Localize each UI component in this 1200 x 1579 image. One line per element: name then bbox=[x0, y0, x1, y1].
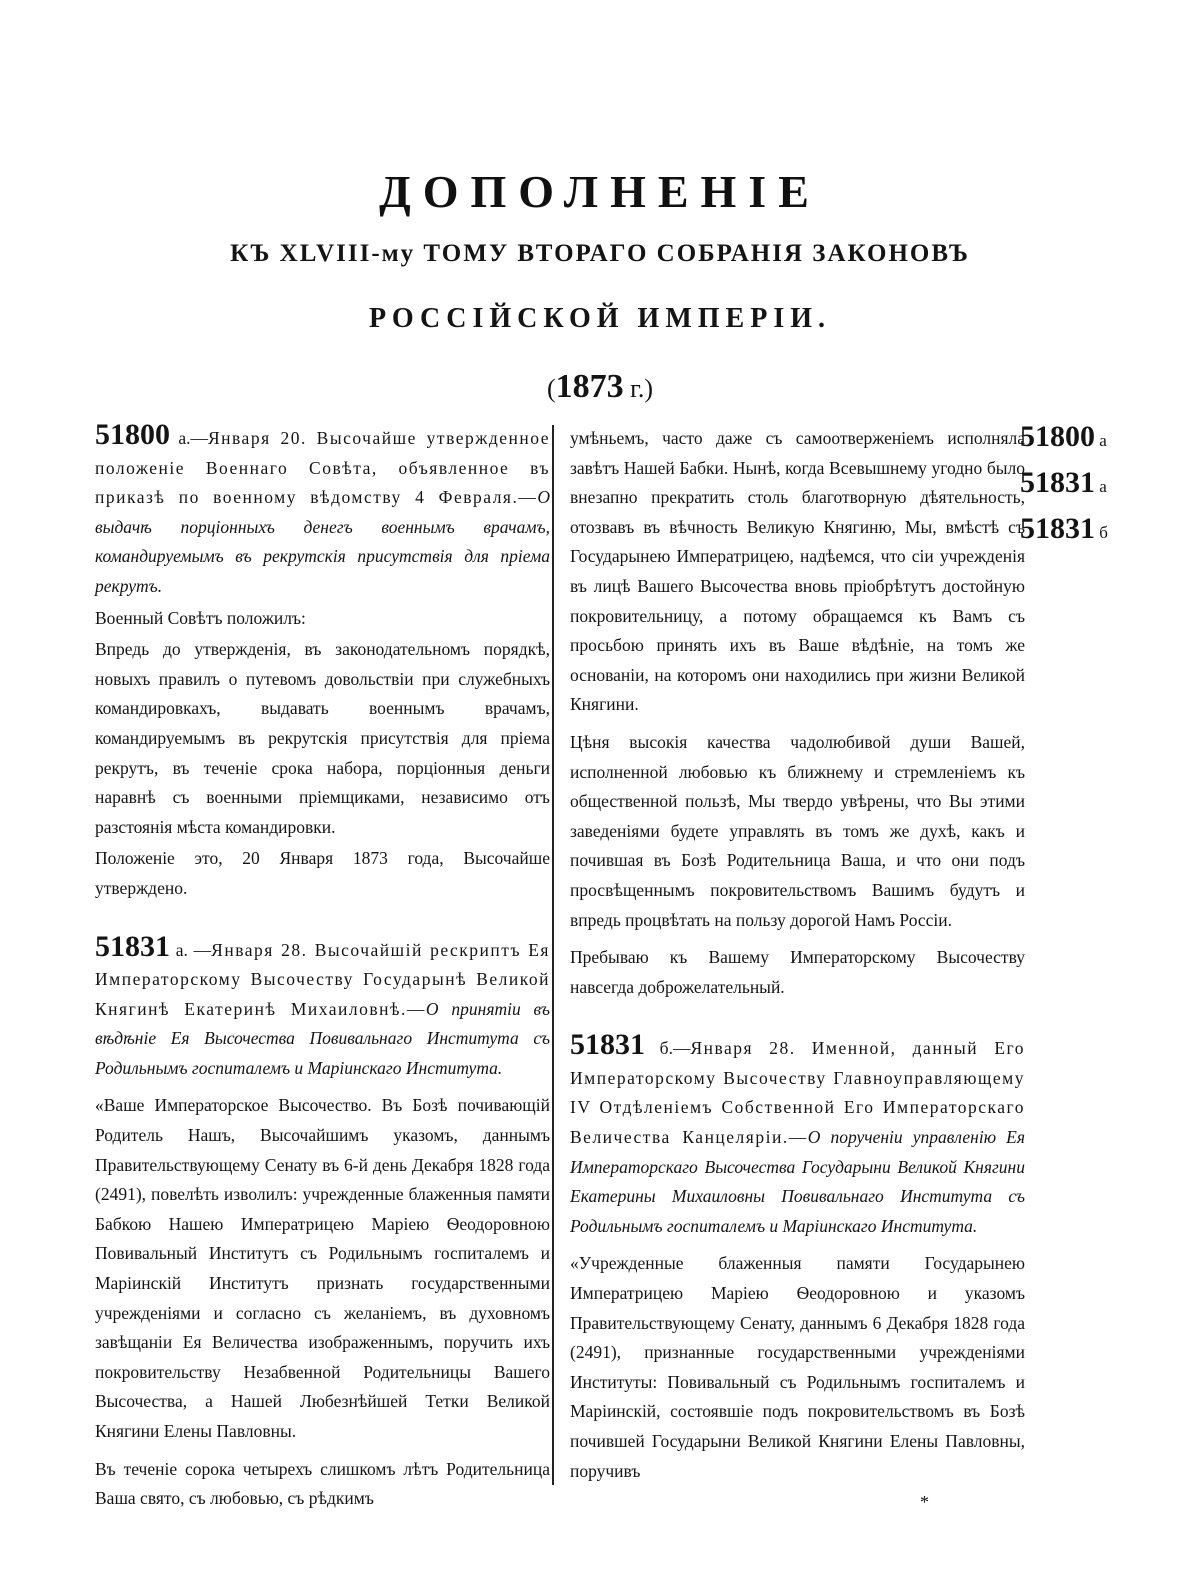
year-open: ( bbox=[546, 374, 556, 403]
paragraph: Положеніе это, 20 Января 1873 года, Высочайше утверждено. bbox=[95, 848, 550, 898]
signature-mark: * bbox=[920, 1492, 929, 1512]
margin-references bbox=[1020, 420, 1190, 558]
page-title: ДОПОЛНЕНІЕ bbox=[379, 166, 821, 217]
margin-ref-suffix: а bbox=[1095, 477, 1107, 496]
year-number: 1873 bbox=[555, 368, 624, 405]
year-close: г.) bbox=[623, 374, 654, 403]
column-divider bbox=[552, 425, 554, 1485]
margin-ref bbox=[1020, 466, 1190, 512]
margin-ref-number: 51831 bbox=[1020, 466, 1095, 499]
page-subtitle: КЪ XLVIII-му ТОМУ ВТОРАГО СОБРАНІЯ ЗАКОНОВЪ bbox=[230, 240, 970, 267]
article-subject: О принятіи въ вѣдѣніе Ея Высочества Повивальнаго Института съ Родильнымъ госпиталемъ и Маріинскаго Института. bbox=[95, 998, 551, 1078]
left-column bbox=[95, 420, 550, 1514]
margin-ref-number: 51831 bbox=[1020, 512, 1095, 545]
article-suffix: б.— bbox=[645, 1038, 691, 1059]
paragraph: Цѣня высокія качества чадолюбивой души Вашей, исполненной любовью къ ближнему и стремленіемъ къ общественной пользѣ, Мы твердо увѣрены, что Вы этими заведеніями будете управлять въ томъ же духѣ, какъ и почившая въ Бозѣ Родительница Ваша, и что они подъ просвѣщеннымъ покровительствомъ Вашимъ будутъ и впредь процвѣтать на пользу дорогой Намъ Россіи. bbox=[570, 731, 1025, 930]
article-51831b-heading bbox=[570, 1030, 1025, 1241]
article-suffix: а. — bbox=[170, 939, 212, 960]
article-number: 51831 bbox=[95, 929, 170, 963]
article-title: Января 28. Высочайшій рескриптъ Ея Императорскому Высочеству Государынѣ Великой Княгинѣ Екатеринѣ Михаиловнѣ.— bbox=[95, 939, 550, 1019]
margin-ref bbox=[1020, 512, 1190, 558]
right-column bbox=[570, 424, 1025, 1486]
article-number: 51800 bbox=[95, 418, 170, 451]
article-51800a-heading bbox=[95, 420, 550, 602]
margin-ref-suffix: б bbox=[1095, 523, 1108, 542]
paragraph: «Ваше Императорское Высочество. Въ Бозѣ почивающій Родитель Нашъ, Высочайшимъ указомъ, даннымъ Правительствующему Сенату въ 6-й день Декабря 1828 года (2491), повелѣть изволилъ: учрежденные блаженныя памяти Бабкою Нашею Императрицею Маріею Ѳеодоровною Повивальный Институтъ съ Родильнымъ госпиталемъ и Маріинскій Институтъ признать государственными учрежденіями и согласно съ желаніемъ, въ духовномъ завѣщаніи Ея Величества изображеннымъ, поручить ихъ покровительству Незабвенной Родительницы Вашего Высочества, а Нашей Любезнѣйшей Тетки Великой Княгини Елены Павловны. bbox=[95, 1095, 550, 1441]
paragraph: «Учрежденные блаженныя памяти Государынею Императрицею Маріею Ѳеодоровною и указомъ Правительствующему Сенату, даннымъ 6 Декабря 1828 года (2491), признанные государственными учрежденіями Институты: Повивальный съ Родильнымъ госпиталемъ и Маріинскій, состоявшіе подъ покровительствомъ въ Бозѣ почившей Государыни Великой Княгини Елены Павловны, поручивъ bbox=[570, 1253, 1025, 1481]
margin-ref-number: 51800 bbox=[1020, 420, 1095, 453]
paragraph: Военный Совѣтъ положилъ: bbox=[95, 607, 306, 628]
margin-ref-suffix: а bbox=[1095, 431, 1107, 450]
paragraph: Пребываю къ Вашему Императорскому Высочеству навсегда доброжелательный. bbox=[570, 947, 1025, 997]
article-title: Января 28. Именной, данный Его Императорскому Высочеству Главноуправляющему IV Отдѣленіемъ Собственной Его Императорскаго Величества Канцеляріи.— bbox=[570, 1038, 1026, 1148]
article-number: 51831 bbox=[570, 1028, 645, 1062]
paragraph: умѣньемъ, часто даже съ самоотверженіемъ исполняла завѣтъ Нашей Бабки. Нынѣ, когда Всевышнему угодно было внезапно прекратить столь благотворную дѣятельность, отозвавъ въ вѣчность Великую Княгиню, Мы, вмѣстѣ съ Государынею Императрицею, надѣемся, что сіи учрежденія въ лицѣ Вашего Высочества вновь пріобрѣтутъ достойную покровительницу, а потому обращаемся къ Вамъ съ просьбою принять ихъ въ Ваше вѣдѣніе, на томъ же основаніи, на которомъ они находились при жизни Великой Княгини. bbox=[570, 428, 1025, 715]
year-heading bbox=[0, 368, 1200, 406]
paragraph: Впредь до утвержденія, въ законодательномъ порядкѣ, новыхъ правилъ о путевомъ довольствіи при служебныхъ командировкахъ, выдавать военнымъ врачамъ, командируемымъ въ рекрутскія присутствія для пріема рекрутъ, въ теченіе срока набора, порціонныя деньги наравнѣ съ военными пріемщиками, независимо отъ разстоянія мѣста командировки. bbox=[95, 639, 550, 837]
article-51831a-heading bbox=[95, 929, 551, 1084]
article-suffix: а.— bbox=[170, 428, 208, 448]
paragraph: Въ теченіе сорока четырехъ слишкомъ лѣтъ Родительница Ваша свято, съ любовью, съ рѣдкимъ bbox=[95, 1458, 550, 1509]
page-subtitle-2: РОССІЙСКОЙ ИМПЕРІИ. bbox=[368, 303, 831, 334]
margin-ref bbox=[1020, 420, 1190, 466]
article-subject: О выдачѣ порціонныхъ денегъ военнымъ врачамъ, командируемымъ въ рекрутскія присутствія для пріема рекрутъ. bbox=[95, 487, 550, 596]
article-subject: О порученіи управленію Ея Императорскаго Высочества Государыни Великой Княгини Екатерины Михаиловны Повивальнаго Института съ Родильнымъ госпиталемъ и Маріинскаго Института. bbox=[570, 1127, 1025, 1236]
article-title: Января 20. Высочайше утвержденное положеніе Военнаго Совѣта, объявленное въ приказѣ по военному вѣдомству 4 Февраля.— bbox=[95, 428, 550, 508]
